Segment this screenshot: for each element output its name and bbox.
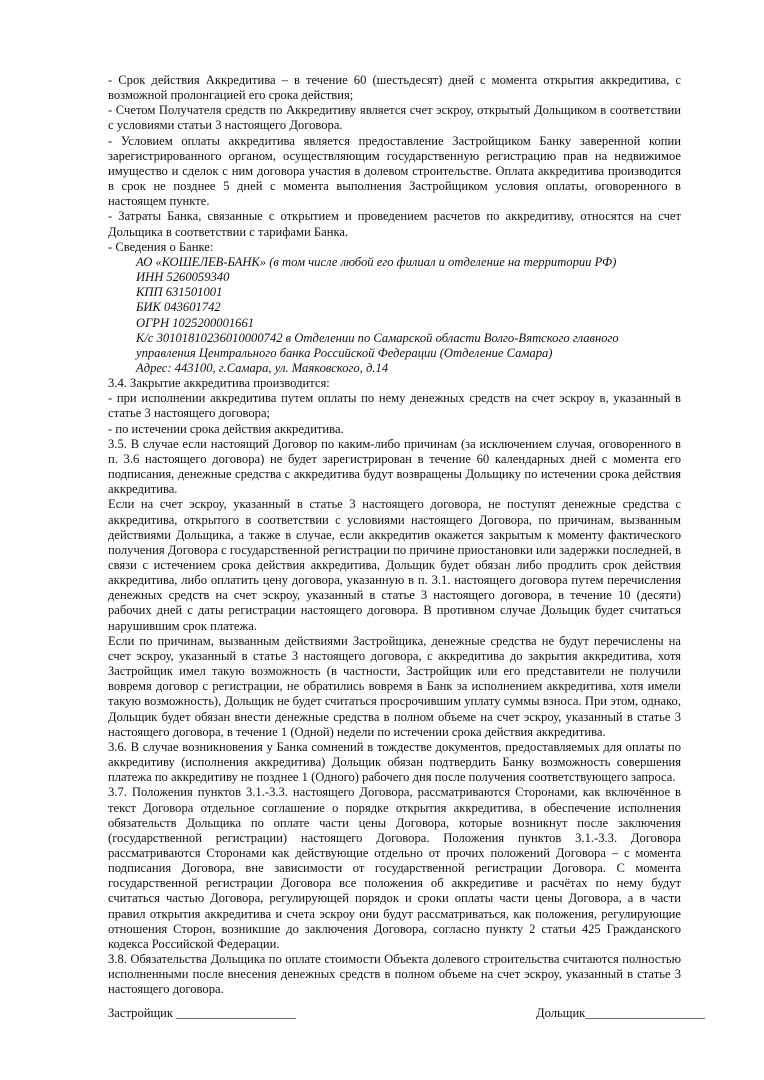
bank-corr-account: К/с 30101810236010000742 в Отделении по Самарской области Волго-Вятского главного управления Центрального банка Российской Федерации (Отделение Самара)	[136, 330, 619, 360]
bank-address: Адрес: 443100, г.Самара, ул. Маяковского, д.14	[136, 360, 389, 375]
paragraph: 3.8. Обязательства Дольщика по оплате стоимости Объекта долевого строительства считаются полностью исполненными после внесения денежных средств в полном объеме на счет эскроу, указанный в статье 3 настоящего договора.	[108, 952, 681, 997]
bank-inn: ИНН 5260059340	[136, 270, 230, 285]
bank-name: АО «КОШЕЛЕВ-БАНК» (в том числе любой его филиал и отделение на территории РФ)	[136, 254, 617, 269]
paragraph: 3.7. Положения пунктов 3.1.-3.3. настоящего Договора, рассматриваются Сторонами, как включённое в текст Договора отдельное соглашение о порядке открытия аккредитива, в обеспечение исполнения обязательств Дольщика по оплате части цены Договора, которые возникнут после заключения (государственной регистрации) настоящего Договора. Положения пунктов 3.1.-3.3. Договора рассматриваются Сторонами как действующие отдельно от прочих положений Договора – с момента подписания Договора, вне зависимости от государственной регистрации Договора. С момента государственной регистрации Договора все положения об аккредитиве и расчётах по нему будут считаться частью Договора, регулирующей порядок и сроки оплаты части цены Договора, а в части правил открытия аккредитива и счета эскроу они будут рассматриваться, как положения, регулирующие отношения Сторон, возникшие до заключения Договора, согласно пункту 2 статьи 425 Гражданского кодекса Российской Федерации.	[108, 785, 681, 951]
shareholder-signature-line: Дольщик___________________	[536, 1006, 705, 1020]
paragraph: - Сведения о Банке:	[108, 239, 214, 254]
paragraph: - Счетом Получателя средств по Аккредитиву является счет эскроу, открытый Дольщиком в соответствии с условиями статьи 3 настоящего Договора.	[108, 103, 681, 133]
paragraph: 3.4. Закрытие аккредитива производится:	[108, 376, 330, 391]
bank-kpp: КПП 631501001	[136, 285, 223, 300]
paragraph: Если на счет эскроу, указанный в статье 3 настоящего договора, не поступят денежные средства с аккредитива, открытого в соответствии с условиями настоящего Договора, по причинам, вызванным действиями Дольщика, а также в случае, если аккредитив окажется закрытым к моменту фактического получения Договора с государственной регистрации по причине приостановки или задержки последней, в связи с истечением срока действия аккредитива, Дольщик будет обязан либо продлить срок действия аккредитива, либо оплатить цену договора, указанную в п. 3.1. настоящего договора путем перечисления денежных средств на счет эскроу, указанный в статье 3 настоящего договора, в течение 10 (десяти) рабочих дней с даты регистрации настоящего договора. В противном случае Дольщик будет считаться нарушившим срок платежа.	[108, 497, 681, 633]
paragraph: 3.6. В случае возникновения у Банка сомнений в тождестве документов, предоставляемых для оплаты по аккредитиву (исполнения аккредитива) Дольщик обязан подтвердить Банку возможность совершения платежа по аккредитиву не позднее 1 (Одного) рабочего дня после получения соответствующего запроса.	[108, 739, 681, 785]
paragraph: Если по причинам, вызванным действиями Застройщика, денежные средства не будут перечислены на счет эскроу, указанный в статье 3 настоящего договора, с аккредитива до закрытия аккредитива, хотя Застройщик имел такую возможность (в частности, Застройщик или его представители не получили вовремя договор с регистрации, не обратились вовремя в Банк за исполнением аккредитива, хотя имели такую возможность), Дольщик не будет считаться просрочившим уплату суммы взноса. При этом, однако, Дольщик будет обязан внести денежные средства в полном объеме на счет эскроу, указанный в статье 3 настоящего договора, в течение 1 (Одной) недели по истечении срока действия аккредитива.	[108, 633, 681, 739]
paragraph: - при исполнении аккредитива путем оплаты по нему денежных средств на счет эскроу в, указанный в статье 3 настоящего договора;	[108, 391, 681, 421]
developer-signature-line: Застройщик ___________________	[108, 1006, 296, 1020]
paragraph: 3.5. В случае если настоящий Договор по каким-либо причинам (за исключением случая, оговоренного в п. 3.6 настоящего договора) не будет зарегистрирован в течение 60 календарных дней с момента его подписания, денежные средства с аккредитива будут возвращены Дольщику по истечении срока действия аккредитива.	[108, 436, 681, 497]
bank-bik: БИК 043601742	[136, 300, 221, 315]
paragraph: - Срок действия Аккредитива – в течение 60 (шестьдесят) дней с момента открытия аккредитива, с возможной пролонгацией его срока действия;	[108, 73, 681, 103]
document-page	[108, 73, 681, 998]
paragraph: - по истечении срока действия аккредитива.	[108, 421, 344, 436]
paragraph: - Затраты Банка, связанные с открытием и проведением расчетов по аккредитиву, относятся на счет Дольщика в соответствии с тарифами Банка.	[108, 209, 681, 239]
paragraph: - Условием оплаты аккредитива является предоставление Застройщиком Банку заверенной копии зарегистрированного органом, осуществляющим государственную регистрацию прав на недвижимое имущество и сделок с ним договора участия в долевом строительстве. Оплата аккредитива производится в срок не позднее 5 дней с момента выполнения Застройщиком условия оплаты, оговоренного в настоящем пункте.	[108, 133, 681, 209]
bank-details	[108, 255, 681, 376]
bank-ogrn: ОГРН 1025200001661	[136, 315, 255, 330]
